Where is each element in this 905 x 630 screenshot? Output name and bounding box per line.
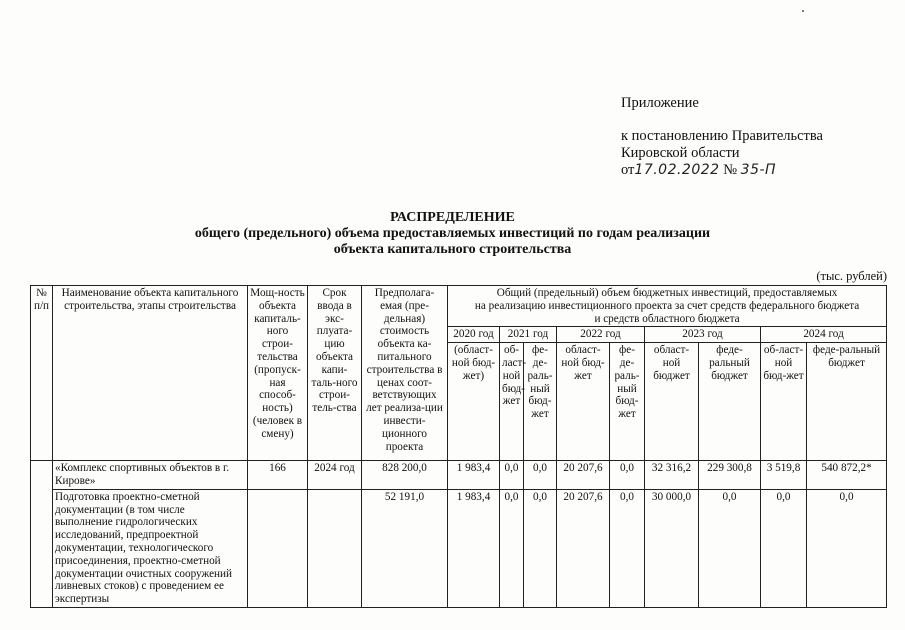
row-2021-federal: 0,0 (524, 461, 557, 490)
handwritten-number: 35-П (740, 162, 777, 178)
header-total-line-2: на реализацию инвестиционного проекта за счет средств федерального бюджета (474, 299, 860, 312)
appendix-line-2: Кировской области (621, 145, 740, 161)
row-2023-regional: 32 316,2 (645, 461, 699, 490)
header-year-2022: 2022 год (557, 327, 645, 343)
row-2021-regional: 0,0 (500, 489, 524, 607)
header-year-2023: 2023 год (645, 327, 761, 343)
handwritten-date: 17.02.2022 (634, 162, 720, 178)
appendix-block (621, 95, 823, 179)
header-total-line-1: Общий (предельный) объем бюджетных инвестиций, предоставляемых (496, 287, 838, 299)
header-total-line-3: и средств областного бюджета (594, 312, 740, 325)
heading-title: РАСПРЕДЕЛЕНИЕ (390, 210, 515, 225)
header-year-2021: 2021 год (500, 327, 557, 343)
units-label: (тыс. рублей) (816, 269, 887, 283)
table-row (31, 489, 887, 607)
row-num (31, 461, 53, 490)
document-heading (0, 210, 905, 258)
row-2022-regional: 20 207,6 (557, 461, 610, 490)
row-capacity: 166 (248, 461, 308, 490)
scan-speck (802, 10, 804, 12)
header-capacity: Мощ-ность объекта капиталь-ного строи-тельства (пропуск-ная способ-ность) (человек в смену) (248, 286, 308, 461)
appendix-date-line (621, 162, 823, 179)
row-2023-federal: 229 300,8 (699, 461, 761, 490)
row-cost: 52 191,0 (362, 489, 448, 607)
header-2021-federal: фе-де-раль-ный бюд-жет (524, 343, 557, 461)
header-2023-regional: област-ной бюджет (645, 343, 699, 461)
header-2023-federal: феде-ральный бюджет (699, 343, 761, 461)
row-2023-regional: 30 000,0 (645, 489, 699, 607)
row-num (31, 489, 53, 607)
row-name: Подготовка проектно-сметной документации (в том числе выполнение гидрологических исследований, предпроектной документации, технологического присоединения, проектно-сметной документации очистных сооружений ливневых стоков) с проведением ее экспертизы (53, 489, 248, 607)
row-2021-regional: 0,0 (500, 461, 524, 490)
header-num: № п/п (31, 286, 53, 461)
appendix-line-1: к постановлению Правительства (621, 128, 823, 144)
header-2024-regional: об-ласт-ной бюд-жет (761, 343, 807, 461)
header-year-2024: 2024 год (761, 327, 887, 343)
header-name: Наименование объекта капитального строительства, этапы строительства (53, 286, 248, 461)
row-2024-federal: 0,0 (807, 489, 887, 607)
header-2022-regional: област-ной бюд-жет (557, 343, 610, 461)
row-2022-regional: 20 207,6 (557, 489, 610, 607)
investment-table (30, 285, 887, 608)
row-2024-federal: 540 872,2* (807, 461, 887, 490)
number-label: № (723, 162, 738, 178)
row-2022-federal: 0,0 (610, 489, 645, 607)
row-2021-federal: 0,0 (524, 489, 557, 607)
row-term (308, 489, 362, 607)
row-name: «Комплекс спортивных объектов в г. Кирове» (53, 461, 248, 490)
header-2022-federal: фе-де-раль-ный бюд-жет (610, 343, 645, 461)
row-2023-federal: 0,0 (699, 489, 761, 607)
header-year-2020: 2020 год (448, 327, 500, 343)
header-2021-regional: об-ласт-ной бюд-жет (500, 343, 524, 461)
appendix-title: Приложение (621, 95, 699, 111)
heading-subtitle-2: объекта капитального строительства (333, 242, 572, 257)
header-2020-regional: (област-ной бюд-жет) (448, 343, 500, 461)
from-label: от (621, 162, 635, 178)
header-2024-federal: феде-ральный бюджет (807, 343, 887, 461)
row-2024-regional: 0,0 (761, 489, 807, 607)
row-term: 2024 год (308, 461, 362, 490)
row-cost: 828 200,0 (362, 461, 448, 490)
row-2022-federal: 0,0 (610, 461, 645, 490)
row-2024-regional: 3 519,8 (761, 461, 807, 490)
row-2020-regional: 1 983,4 (448, 489, 500, 607)
header-term: Срок ввода в экс-плуата-цию объекта капи-таль-ного строи-тель-ства (308, 286, 362, 461)
header-estimated-cost: Предполага-емая (пре-дельная) стоимость объекта ка-питального строительства в ценах соот-ветствующих лет реализа-ции инвести-ционного проекта (362, 286, 448, 461)
heading-subtitle-1: общего (предельного) объема предоставляемых инвестиций по годам реализации (194, 226, 711, 241)
table-row (31, 461, 887, 490)
row-capacity (248, 489, 308, 607)
row-2020-regional: 1 983,4 (448, 461, 500, 490)
header-total-group (448, 286, 887, 327)
